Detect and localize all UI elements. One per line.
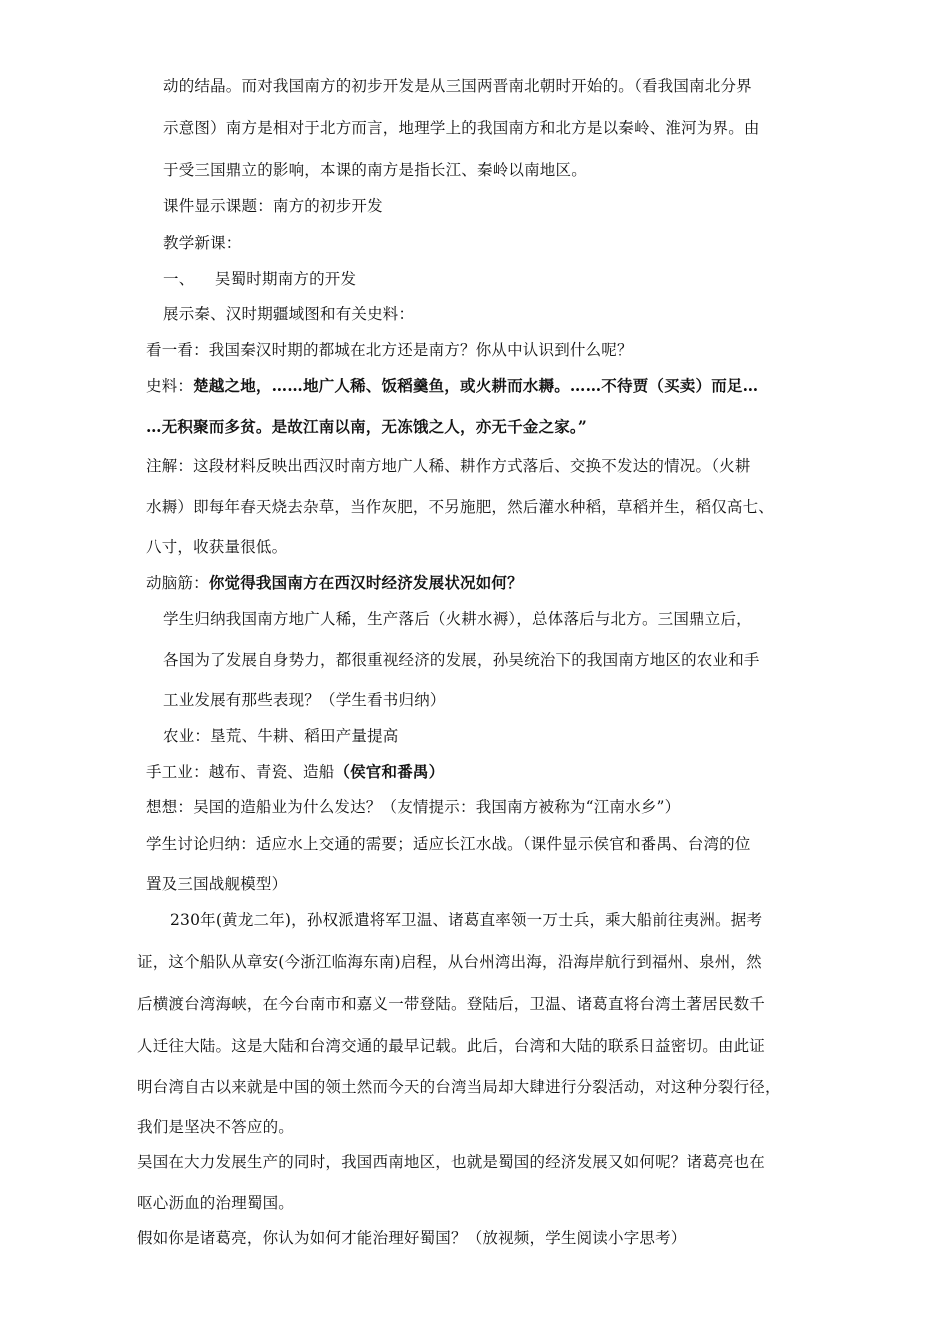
question-line (146, 573, 523, 593)
text-line: 动的结晶。而对我国南方的初步开发是从三国两晋南北朝时开始的。（看我国南北分界 (163, 77, 752, 95)
text-line: 八寸，收获量很低。 (146, 538, 288, 556)
text-line: 明台湾自古以来就是中国的领土然而今天的台湾当局却大肆进行分裂活动，对这种分裂行径， (137, 1078, 781, 1096)
text-line: 水耨）即每年春天烧去杂草，当作灰肥，不另施肥，然后灌水种稻，草稻并生，稻仅高七、 (146, 498, 775, 516)
text-line: 学生讨论归纳：适应水上交通的需要；适应长江水战。（课件显示侯官和番禺、台湾的位 (146, 835, 751, 853)
text-line: 示意图）南方是相对于北方而言，地理学上的我国南方和北方是以秦岭、淮河为界。由 (163, 119, 760, 137)
source-text: 楚越之地，……地广人稀、饭稻羹鱼，或火耕而水耨。……不待贾（买卖）而足… (193, 376, 759, 395)
text-line: 农业：垦荒、牛耕、稻田产量提高 (163, 727, 399, 745)
text-line: 课件显示课题：南方的初步开发 (163, 197, 383, 215)
source-quote (146, 376, 758, 396)
question-label: 动脑筋： (146, 574, 209, 592)
text-line: 教学新课： (163, 234, 242, 252)
section-heading: 一、 吴蜀时期南方的开发 (163, 270, 357, 288)
text-line: 工业发展有那些表现？（学生看书归纳） (163, 691, 446, 709)
text-line: 想想：吴国的造船业为什么发达？（友情提示：我国南方被称为“江南水乡”） (146, 798, 681, 816)
text-line: 证，这个船队从章安(今浙江临海东南)启程，从台州湾出海，沿海岸航行到福州、泉州，然 (137, 953, 762, 971)
text-line: 于受三国鼎立的影响，本课的南方是指长江、秦岭以南地区。 (163, 161, 587, 179)
text-line: 后横渡台湾海峡，在今台南市和嘉义一带登陆。登陆后，卫温、诸葛直将台湾土著居民数千 (137, 995, 766, 1013)
craft-label: 手工业：越布、青瓷、造船 (146, 763, 335, 781)
text-line: 看一看：我国秦汉时期的都城在北方还是南方？你从中认识到什么呢？ (146, 341, 633, 359)
source-quote-cont: …无积聚而多贫。是故江南以南，无冻饿之人，亦无千金之家。” (146, 417, 587, 436)
question-text: 你觉得我国南方在西汉时经济发展状况如何？ (208, 573, 523, 592)
text-line: 我们是坚决不答应的。 (137, 1118, 295, 1136)
text-line: 展示秦、汉时期疆域图和有关史料： (163, 305, 415, 323)
text-line: 呕心沥血的治理蜀国。 (137, 1194, 295, 1212)
text-line: 注解：这段材料反映出西汉时南方地广人稀、耕作方式落后、交换不发达的情况。（火耕 (146, 457, 751, 475)
text-line: 各国为了发展自身势力，都很重视经济的发展，孙吴统治下的我国南方地区的农业和手 (163, 651, 760, 669)
source-label: 史料： (146, 377, 194, 395)
text-line: 230年(黄龙二年)，孙权派遣将军卫温、诸葛直率领一万士兵，乘大船前往夷洲。据考 (170, 911, 763, 929)
text-line (146, 762, 444, 782)
text-line: 学生归纳我国南方地广人稀，生产落后（火耕水褥），总体落后与北方。三国鼎立后， (163, 610, 752, 628)
text-line: 吴国在大力发展生产的同时，我国西南地区，也就是蜀国的经济发展又如何呢？诸葛亮也在 (137, 1153, 766, 1171)
craft-bold: （侯官和番禺） (334, 762, 445, 781)
text-line: 置及三国战舰模型） (146, 875, 288, 893)
text-line: 人迁往大陆。这是大陆和台湾交通的最早记载。此后，台湾和大陆的联系日益密切。由此证 (137, 1037, 766, 1055)
text-line: 假如你是诸葛亮，你认为如何才能治理好蜀国？（放视频，学生阅读小字思考） (137, 1229, 687, 1247)
